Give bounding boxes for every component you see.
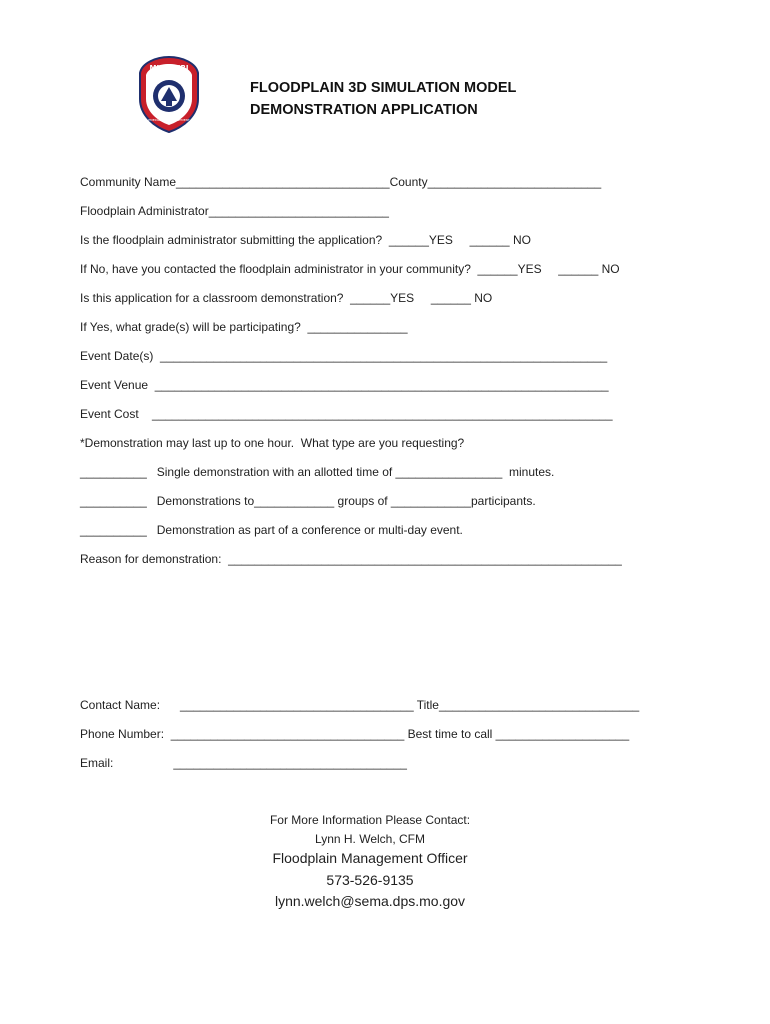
event-venue-field[interactable]: Event Venue ____________________________________________________________________ <box>80 378 609 392</box>
email-field[interactable]: Email: ___________________________________ <box>80 756 407 770</box>
title-line-2: DEMONSTRATION APPLICATION <box>250 102 478 118</box>
logo-top-text: MISSOURI <box>149 64 189 72</box>
grades-field[interactable]: If Yes, what grade(s) will be participating? _______________ <box>80 320 408 334</box>
phone-besttime-field[interactable]: Phone Number: ___________________________________ Best time to call ____________________ <box>80 727 630 741</box>
contacted-admin-question[interactable]: If No, have you contacted the floodplain administrator in your community? ______YES ______ NO <box>80 262 620 276</box>
contact-email-link[interactable]: lynn.welch@sema.dps.mo.gov <box>274 893 466 909</box>
event-dates-field[interactable]: Event Date(s) ___________________________________________________________________ <box>80 349 608 363</box>
contact-person-name: Lynn H. Welch, CFM <box>314 832 426 846</box>
community-county-field[interactable]: Community Name________________________________County__________________________ <box>80 175 602 189</box>
title-line-1: FLOODPLAIN 3D SIMULATION MODEL <box>250 80 517 96</box>
logo-bottom-text: EMERGENCY MANAGEMENT <box>148 118 190 122</box>
reason-field[interactable]: Reason for demonstration: ___________________________________________________________ <box>80 552 622 566</box>
admin-submitting-question[interactable]: Is the floodplain administrator submitting the application? ______YES ______ NO <box>80 233 531 247</box>
missouri-sema-seal-icon <box>138 55 200 133</box>
administrator-field[interactable]: Floodplain Administrator___________________________ <box>80 204 389 218</box>
conference-demo-option[interactable]: __________ Demonstration as part of a conference or multi-day event. <box>80 523 463 537</box>
demonstration-note: *Demonstration may last up to one hour. What type are you requesting? <box>80 436 465 450</box>
contact-position: Floodplain Management Officer <box>272 850 468 866</box>
contact-heading: For More Information Please Contact: <box>269 813 471 827</box>
event-cost-field[interactable]: Event Cost _____________________________________________________________________ <box>80 407 613 421</box>
contact-phone: 573-526-9135 <box>326 872 414 888</box>
group-demo-option[interactable]: __________ Demonstrations to____________ groups of ____________participants. <box>80 494 536 508</box>
single-demo-option[interactable]: __________ Single demonstration with an allotted time of ________________ minutes. <box>80 465 555 479</box>
classroom-question[interactable]: Is this application for a classroom demonstration? ______YES ______ NO <box>80 291 493 305</box>
contact-name-title-field[interactable]: Contact Name: ___________________________________ Title______________________________ <box>80 698 640 712</box>
page-title <box>250 77 516 121</box>
